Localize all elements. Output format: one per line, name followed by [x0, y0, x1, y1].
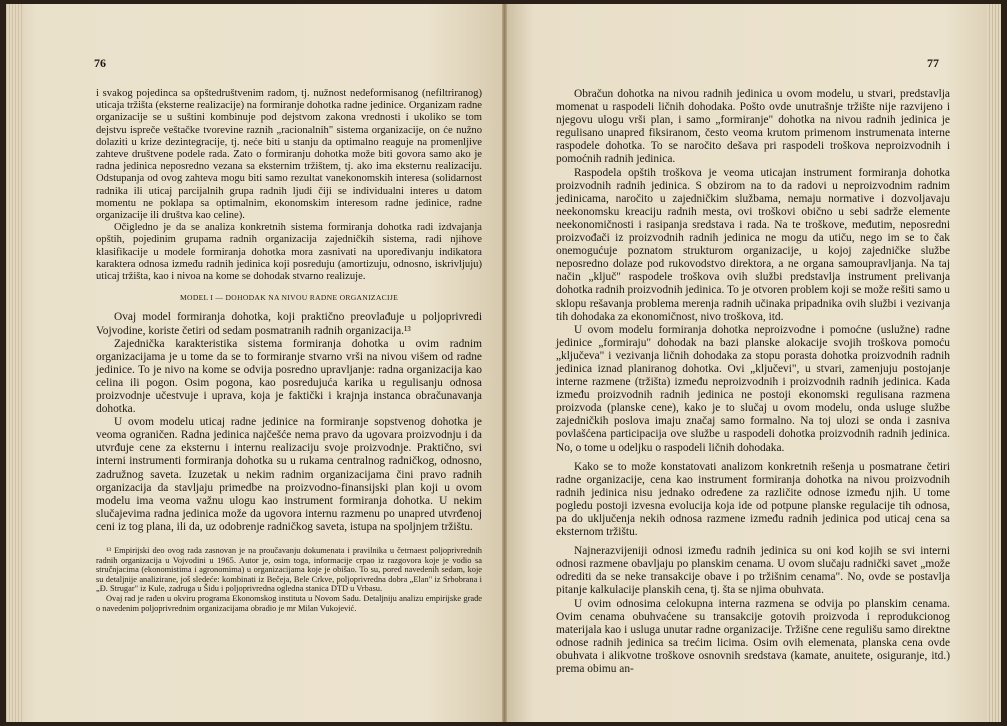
right-page-text: [556, 88, 950, 676]
paragraph: U ovom modelu formiranja dohotka neproizvodne i pomoćne (uslužne) radne jedinice „formiraju" dohodak na bazi planske alokacije svojih troškova pomoću „ključeva" i vezivanja ličnih dohodaka za stopu porasta dohotka proizvodnih radnih jedinica iznad planiranog dohotka. Ovi „ključevi", u stvari, zamenjuju postojanje interne razmene (tržišta) između neproizvodnih i proizvodnih radnih jedinica. Kada između proizvodnih radnih jedinica ne postoji ekonomski regulisana razmena proizvoda (planske cene), kako je to slučaj u ovom modelu, onda usluge službe zajedničkih poslova imaju značaj samo formalno. Na toj ulozi se onda i zasniva povlašćena participacija ove službe u raspodeli dohotka proizvodnih radnih jedinica. No, o tome u odeljku o raspodeli ličnih dohodaka.: [556, 323, 950, 454]
paragraph: U ovim odnosima celokupna interna razmena se odvija po planskim cenama. Ovim cenama obuhvaćene su transakcije gotovih proizvoda i reprodukcionog materijala kao i usluga unutar radne organizacije. Tržišne cene regulišu samo direktne odnose radnih jedinica sa trećim licima. Osim ovih elemenata, planska cena ovde obuhvata i alikvotne troškove osnovnih sredstava (kamate, anuitete, osiguranje, itd.) prema obimu an-: [556, 597, 950, 676]
paragraph: Obračun dohotka na nivou radnih jedinica u ovom modelu, u stvari, predstavlja momenat u raspodeli ličnih dohodaka. Pošto ovde unutrašnje tržište nije razvijeno i njegovu ulogu vrši plan, i samo „formiranje" dohotka na nivou radnih jedinica je regulisano unapred fiksiranom, često veoma krutom primenom instrumenata interne raspodele dohotka. To se naročito dešava pri raspodeli troškova neproizvodnih i pomoćnih radnih jedinica.: [556, 88, 950, 166]
open-book: [6, 4, 1001, 722]
book-gutter: [502, 4, 507, 722]
page-edges: [6, 4, 24, 722]
paragraph: Ovaj model formiranja dohotka, koji praktično preovlađuje u poljoprivredi Vojvodine, koriste četiri od sedam posmatranih radnih organizacija.¹³: [96, 311, 482, 337]
paragraph: U ovom modelu uticaj radne jedinice na formiranje sopstvenog dohotka je veoma ograničen. Radna jedinica najčešće nema pravo da ugovara proizvodnju i da utvrđuje cene za eksternu i internu realizaciju svoje proizvodnje. Praktično, svi interni instrumenti formiranja dohotka su u rukama centralnog radničkog, odnosno, zadružnog saveta. Izuzetak u nekim radnim organizacijama čini pravo radnih organizacija da stavljaju primedbe na proizvodno-finansijski plan koji u ovom modelu ima veoma važnu ulogu kao instrument formiranja dohotka. U nekim slučajevima radna jedinica može da ugovora internu razmenu po unapred utvrđenoj ceni iz tog plana, ili da, uz odobrenje radničkog saveta, istupa na spoljnjem tržištu.: [96, 416, 482, 533]
page-number: 77: [927, 56, 939, 70]
section-heading: MODEL I — DOHODAK NA NIVOU RADNE ORGANIZACIJE: [179, 293, 399, 303]
page-edges: [987, 4, 1001, 722]
footnote: Ovaj rad je rađen u okviru programa Ekonomskog instituta u Novom Sadu. Detaljniju analizu empirijske građe o navedenim poljoprivrednim organizacijama obradio je mr Milan Vukojević.: [96, 594, 482, 613]
footnotes: [96, 546, 482, 613]
right-page: [504, 4, 1001, 722]
paragraph: Raspodela opštih troškova je veoma uticajan instrument formiranja dohotka proizvodnih radnih jedinica. S obzirom na to da radovi u neproizvodnim radnim jedinicama, naročito u zajedničkim službama, nemaju normative i dozvoljavaju neekonomsku kreaciju radnih mesta, ovi troškovi obično u sebi sadrže elemente neekonomičnosti i rasipanja sredstava i rada. Na te troškove, međutim, neposredni proizvođači iz proizvodnih radnih jedinica ne mogu da utiču, nego im se to čak onemogućuje poznatom strukturom organizacije, u kojoj zajedničke službe neposredno dolaze pod rukovodstvo direktora, a ne organa samoupravljanja. Na taj način „ključ" raspodele troškova ovih službi predstavlja instrument prelivanja dohotka radnih proizvodnih jedinica. To je otvoren problem koji se može rešiti samo u sklopu rešavanja problema merenja radnih učinaka pripadnika ovih službi i vezivanja tih dohodaka za ekonomičnost, nivo troškova, itd.: [556, 166, 950, 323]
footnote: ¹³ Empirijski deo ovog rada zasnovan je na proučavanju dokumenata i pravilnika u četrnaest poljoprivrednih radnih organizacija u Vojvodini u 1965. Autor je, osim toga, informacije crpao iz razgovora koje je vodio sa stručnjacima (ekonomistima i agronomima) u organizacijama koje je obišao. To su, pored navedenih sedam, koje su detaljnije analizirane, još sledeće: kombinati iz Bečeja, Bele Crkve, poljoprivredna dobra „Elan" iz Srbobrana i „Đ. Strugar" iz Kule, zadruga u Šidu i poljoprivredna ogledna stanica DTD u Vrbasu.: [96, 546, 482, 594]
page-number: 76: [94, 56, 106, 70]
left-page-text: [96, 88, 482, 613]
paragraph: Kako se to može konstatovati analizom konkretnih rešenja u posmatrane četiri radne organizacije, cena kao instrument formiranja dohotka na nivou proizvodnih radnih jedinica nisu jednako određene za različite odnose između njih. U tome pogledu postoji izvesna evolucija koja ide od potpune planske regulacije tih odnosa, pa do uključenja nekih odnosa razmene između radnih jedinica pod uticaj cena sa eksternom tržištu.: [556, 460, 950, 539]
paragraph: Očigledno je da se analiza konkretnih sistema formiranja dohotka radi izdvajanja opštih, pojedinim grupama radnih organizacija zajedničkih sistema, radi njihove klasifikacije u modele formiranja dohotka mora zasnivati na upoređivanju indikatora karaktera odnosa između radnih jedinica koji posreduju (amortizuju, odnosno, iskrivljuju) uticaj tržišta, kao i nivoa na kome se dohodak stvarno realizuje.: [96, 222, 482, 283]
paragraph: i svakog pojedinca sa opštedruštvenim radom, tj. nužnost nedeformisanog (nefiltriranog) uticaja tržišta (eksterne realizacije) na formiranje dohotka radne jedinice. Organizam radne organizacije se u suštini kombinuje pod dejstvom zakona vrednosti i ukoliko se tom dejstvu isprečе veštačke tvorevine raznih „racionalnih" sistema organizacije, on će nužno dolaziti u krize dezintegracije, tj. neće biti u stanju da optimalno reaguje na promenljive zahteve društvene podele rada. Zato o formiranju dohotka može biti govora samo ako je radna jedinica neposredno vezana sa eksternim tržištem, tj. ako ima eksternu realizaciju. Odstupanja od ovog zahteva mogu biti samo rezultat vanekonomskih interesa (solidarnost radnika ili uticaj parcijalnih grupa radnih ljudi čiji se individualni interes u datom momentu ne poklapa sa optimalnim, ekonomskim interesom radne jedinice, radne organizacije ili društva kao celine).: [96, 88, 482, 222]
paragraph: Najnerazvijeniji odnosi između radnih jedinica su oni kod kojih se svi interni odnosi razmene obavljaju po planskim cenama. U ovom slučaju radnički savet „može odrediti da se neke transakcije obave i po tržišnim cenama". No, ovde se postavlja pitanje kalkulacije planskih cena, tj. šta se njima obuhvata.: [556, 545, 950, 597]
paragraph: Zajednička karakteristika sistema formiranja dohotka u ovim radnim organizacijama je u tome da se to formiranje stvarno vrši na nivou višem od radne jedinice. To je nivo na kome se odvija posredno upravljanje: radna organizacija kao celina ili pogon. Osim pogona, kao posredujuća karika u regulisanju odnosa proizvodnje učestvuje i uprava, koja je faktički i krajnja instanca obračunavanja dohotka.: [96, 337, 482, 416]
left-page: [6, 4, 504, 722]
